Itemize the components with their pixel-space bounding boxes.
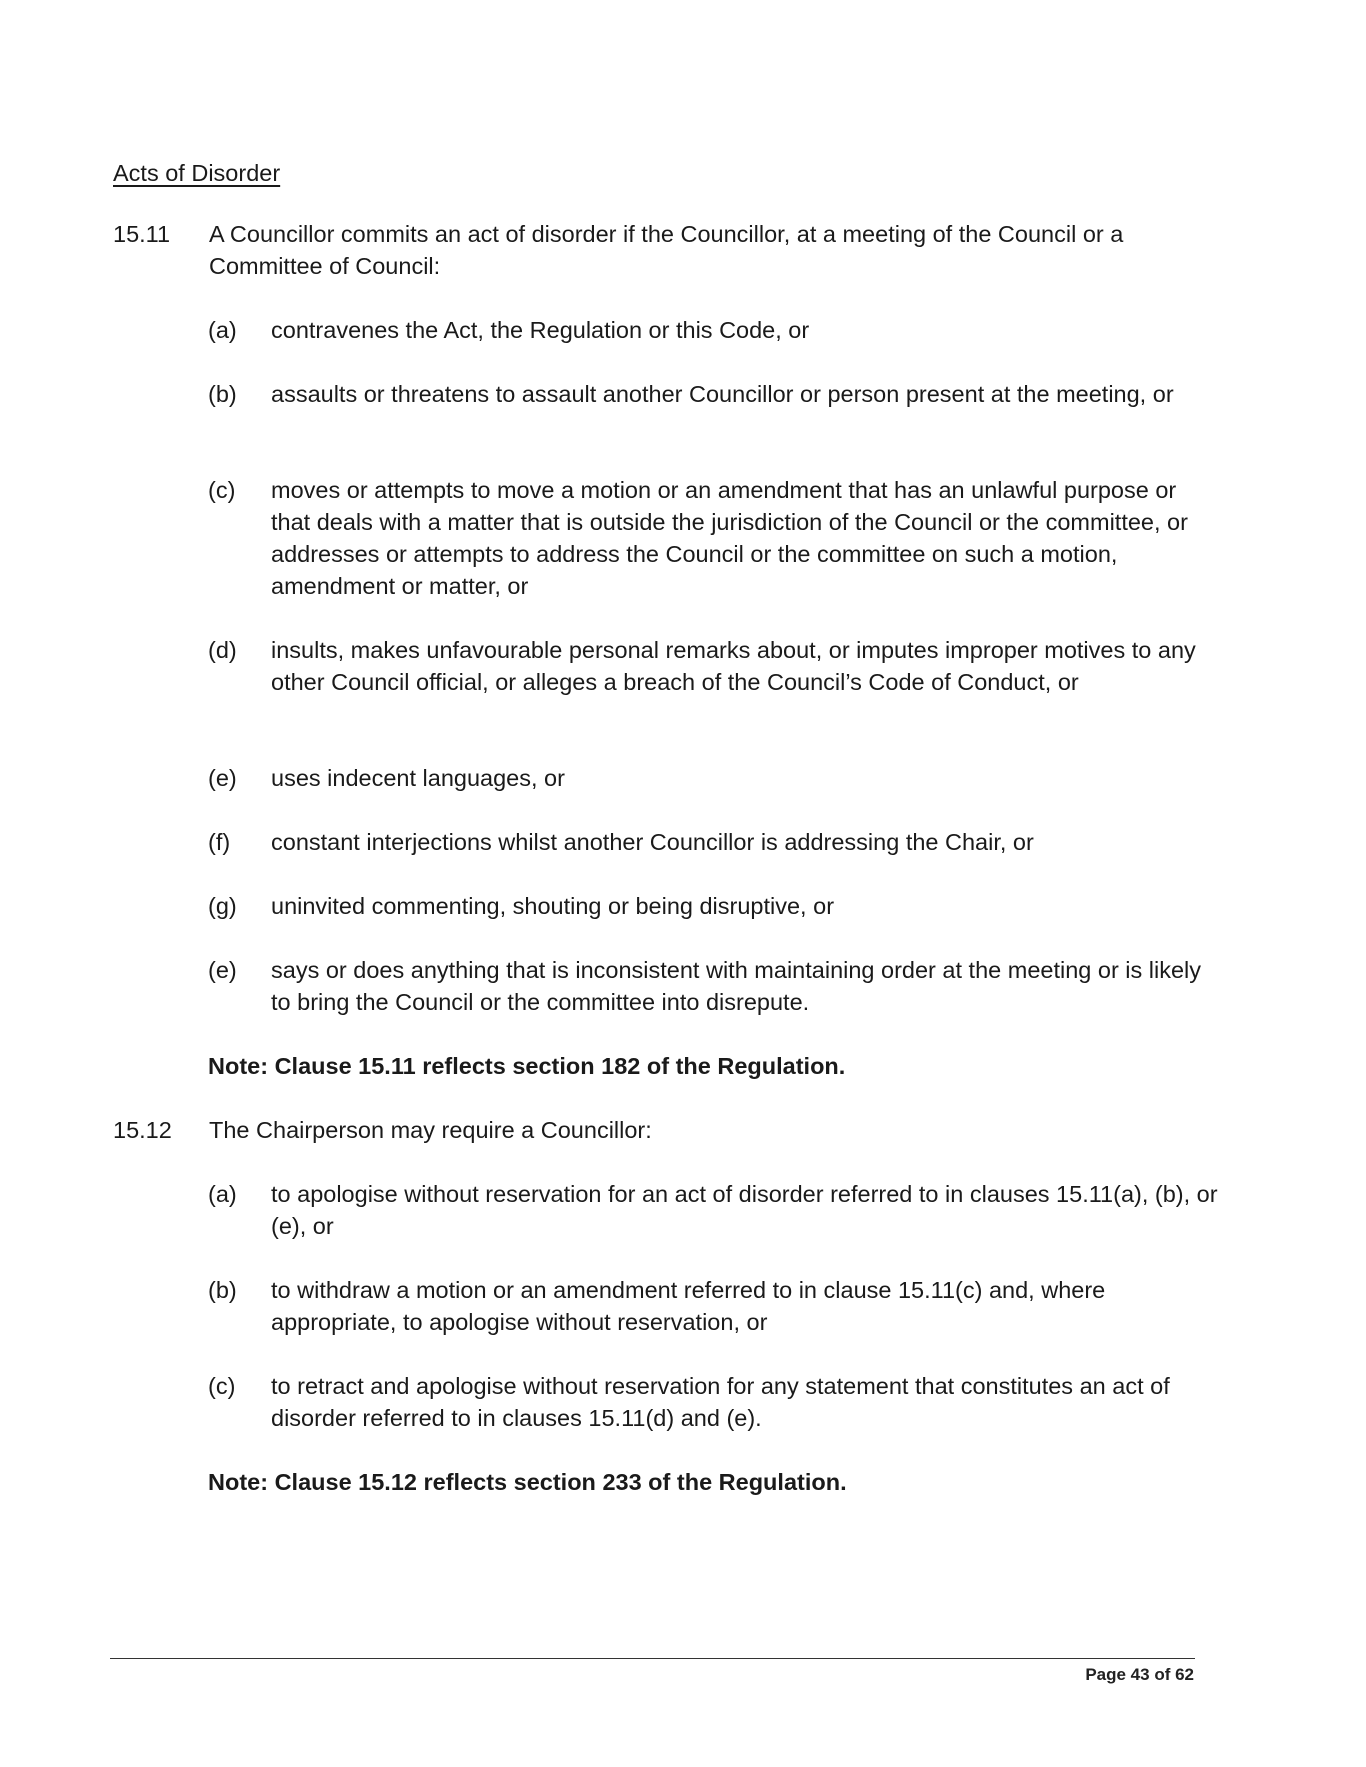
item-text: says or does anything that is inconsistent with maintaining order at the meeting or is likely to bring the Council or the committee into disrepute.: [271, 957, 1202, 1015]
item-label: (g): [208, 893, 237, 919]
clause-number: 15.12: [113, 1117, 172, 1143]
clause-text: A Councillor commits an act of disorder if the Councillor, at a meeting of the Council or a Committee of Council:: [209, 221, 1124, 279]
list-item: [208, 474, 1218, 602]
item-text: moves or attempts to move a motion or an amendment that has an unlawful purpose or that deals with a matter that is outside the jurisdiction of the Council or the committee, or addresses or attempts to address the Council or the committee on such a motion, amendment or matter, or: [271, 477, 1188, 599]
list-item: [208, 762, 1218, 794]
list-item: [208, 314, 1218, 346]
item-label: (e): [208, 957, 237, 983]
list-item: [208, 1370, 1218, 1434]
footer-divider: [110, 1658, 1195, 1659]
item-text: uses indecent languages, or: [271, 765, 565, 791]
item-label: (f): [208, 829, 231, 855]
item-label: (b): [208, 381, 237, 407]
item-label: (b): [208, 1277, 237, 1303]
page-number: Page 43 of 62: [1085, 1665, 1194, 1684]
list-item: [208, 1274, 1218, 1338]
note-15-11: Note: Clause 15.11 reflects section 182 of the Regulation.: [208, 1053, 846, 1079]
list-item: [208, 378, 1218, 410]
item-label: (a): [208, 1181, 237, 1207]
section-heading: Acts of Disorder: [113, 160, 281, 186]
item-text: assaults or threatens to assault another Councillor or person present at the meeting, or: [271, 381, 1174, 407]
item-label: (c): [208, 1373, 236, 1399]
note-15-12: Note: Clause 15.12 reflects section 233 of the Regulation.: [208, 1469, 847, 1495]
item-text: contravenes the Act, the Regulation or this Code, or: [271, 317, 810, 343]
item-text: to withdraw a motion or an amendment referred to in clause 15.11(c) and, where appropriate, to apologise without reservation, or: [271, 1277, 1106, 1335]
item-text: uninvited commenting, shouting or being disruptive, or: [271, 893, 835, 919]
clause-text: The Chairperson may require a Councillor:: [209, 1117, 652, 1143]
clause-15-11: [113, 218, 1223, 282]
item-label: (d): [208, 637, 237, 663]
item-label: (e): [208, 765, 237, 791]
list-item: [208, 890, 1218, 922]
list-item: [208, 826, 1218, 858]
clause-15-12: [113, 1114, 1223, 1146]
clause-number: 15.11: [113, 221, 171, 247]
list-item: [208, 954, 1218, 1018]
item-text: insults, makes unfavourable personal remarks about, or imputes improper motives to any other Council official, or alleges a breach of the Council’s Code of Conduct, or: [271, 637, 1196, 695]
item-label: (c): [208, 477, 236, 503]
item-label: (a): [208, 317, 237, 343]
item-text: to apologise without reservation for an act of disorder referred to in clauses 15.11(a), (b), or (e), or: [271, 1181, 1218, 1239]
item-text: to retract and apologise without reservation for any statement that constitutes an act of disorder referred to in clauses 15.11(d) and (e).: [271, 1373, 1170, 1431]
item-text: constant interjections whilst another Councillor is addressing the Chair, or: [271, 829, 1034, 855]
list-item: [208, 1178, 1218, 1242]
list-item: [208, 634, 1218, 698]
